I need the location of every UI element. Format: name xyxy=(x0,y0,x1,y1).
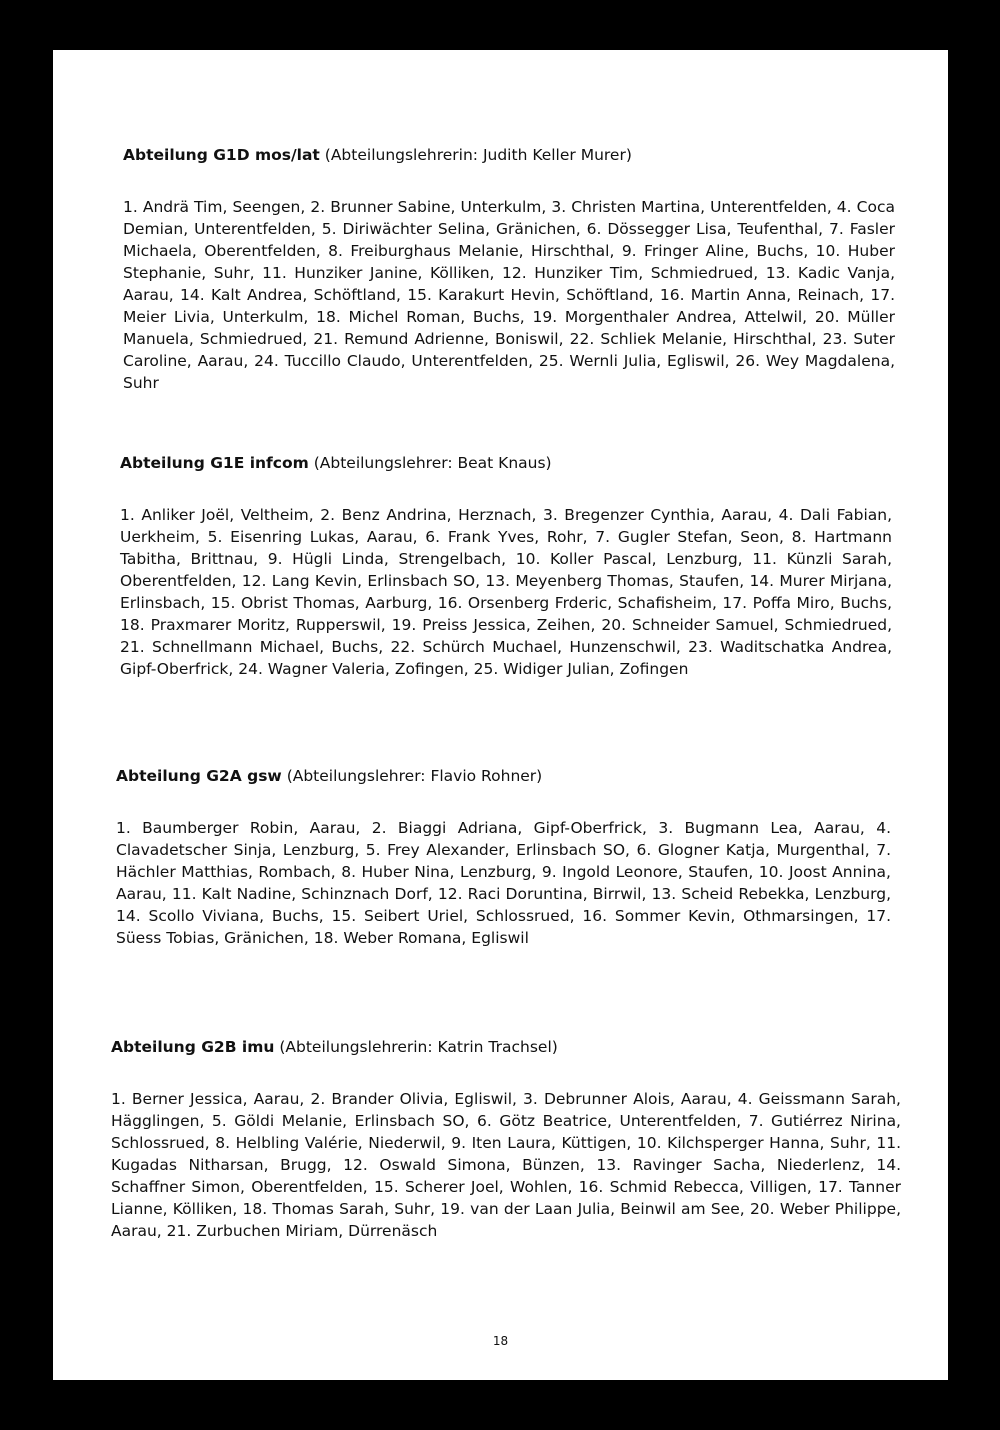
section-title: Abteilung G1E infcom xyxy=(120,454,309,472)
student-list: 1. Anliker Joël, Veltheim, 2. Benz Andrina, Herznach, 3. Bregenzer Cynthia, Aarau, 4. Dali Fabian, Uerkheim, 5. Eisenring Lukas, Aarau, 6. Frank Yves, Rohr, 7. Gugler Stefan, Seon, 8. Hartmann Tabitha, Brittnau, 9. Hügli Linda, Strengelbach, 10. Koller Pascal, Lenzburg, 11. Künzli Sarah, Oberentfelden, 12. Lang Kevin, Erlinsbach SO, 13. Meyenberg Thomas, Staufen, 14. Murer Mirjana, Erlinsbach, 15. Obrist Thomas, Aarburg, 16. Orsenberg Frderic, Schafisheim, 17. Poffa Miro, Buchs, 18. Praxmarer Moritz, Rupperswil, 19. Preiss Jessica, Zeihen, 20. Schneider Samuel, Schmiedrued, 21. Schnellmann Michael, Buchs, 22. Schürch Muchael, Hunzenschwil, 23. Waditschatka Andrea, Gipf-Oberfrick, 24. Wagner Valeria, Zofingen, 25. Widiger Julian, Zofingen xyxy=(120,506,892,678)
section-title: Abteilung G1D mos/lat xyxy=(123,146,320,164)
section-title: Abteilung G2A gsw xyxy=(116,767,282,785)
section-teacher: (Abteilungslehrer: Beat Knaus) xyxy=(313,454,552,472)
section-heading xyxy=(111,1037,901,1057)
section-teacher: (Abteilungslehrerin: Katrin Trachsel) xyxy=(279,1038,558,1056)
section-heading xyxy=(116,766,891,786)
student-list: 1. Andrä Tim, Seengen, 2. Brunner Sabine, Unterkulm, 3. Christen Martina, Unterentfelden, 4. Coca Demian, Unterentfelden, 5. Diriwächter Selina, Gränichen, 6. Dössegger Lisa, Teufenthal, 7. Fasler Michaela, Oberentfelden, 8. Freiburghaus Melanie, Hirschthal, 9. Fringer Aline, Buchs, 10. Huber Stephanie, Suhr, 11. Hunziker Janine, Kölliken, 12. Hunziker Tim, Schmiedrued, 13. Kadic Vanja, Aarau, 14. Kalt Andrea, Schöftland, 15. Karakurt Hevin, Schöftland, 16. Martin Anna, Reinach, 17. Meier Livia, Unterkulm, 18. Michel Roman, Buchs, 19. Morgenthaler Andrea, Attelwil, 20. Müller Manuela, Schmiedrued, 21. Remund Adrienne, Boniswil, 22. Schliek Melanie, Hirschthal, 23. Suter Caroline, Aarau, 24. Tuccillo Claudo, Unterentfelden, 25. Wernli Julia, Egliswil, 26. Wey Magdalena, Suhr xyxy=(123,198,895,392)
section-teacher: (Abteilungslehrer: Flavio Rohner) xyxy=(286,767,543,785)
document-page xyxy=(53,50,948,1380)
section-g2a xyxy=(116,766,891,949)
section-heading xyxy=(123,145,895,165)
student-list: 1. Baumberger Robin, Aarau, 2. Biaggi Adriana, Gipf-Oberfrick, 3. Bugmann Lea, Aarau, 4. Clavadetscher Sinja, Lenzburg, 5. Frey Alexander, Erlinsbach SO, 6. Glogner Katja, Murgenthal, 7. Hächler Matthias, Rombach, 8. Huber Nina, Lenzburg, 9. Ingold Leonore, Staufen, 10. Joost Annina, Aarau, 11. Kalt Nadine, Schinznach Dorf, 12. Raci Doruntina, Birrwil, 13. Scheid Rebekka, Lenzburg, 14. Scollo Viviana, Buchs, 15. Seibert Uriel, Schlossrued, 16. Sommer Kevin, Othmarsingen, 17. Süess Tobias, Gränichen, 18. Weber Romana, Egliswil xyxy=(116,819,891,947)
section-g2b xyxy=(111,1037,901,1242)
section-teacher: (Abteilungslehrerin: Judith Keller Murer) xyxy=(324,146,632,164)
section-g1e xyxy=(120,453,892,680)
section-title: Abteilung G2B imu xyxy=(111,1038,275,1056)
page-number: 18 xyxy=(492,1334,509,1348)
section-heading xyxy=(120,453,892,473)
student-list: 1. Berner Jessica, Aarau, 2. Brander Olivia, Egliswil, 3. Debrunner Alois, Aarau, 4. Geissmann Sarah, Hägglingen, 5. Göldi Melanie, Erlinsbach SO, 6. Götz Beatrice, Unterentfelden, 7. Gutiérrez Nirina, Schlossrued, 8. Helbling Valérie, Niederwil, 9. Iten Laura, Küttigen, 10. Kilchsperger Hanna, Suhr, 11. Kugadas Nitharsan, Brugg, 12. Oswald Simona, Bünzen, 13. Ravinger Sacha, Niederlenz, 14. Schaffner Simon, Oberentfelden, 15. Scherer Joel, Wohlen, 16. Schmid Rebecca, Villigen, 17. Tanner Lianne, Kölliken, 18. Thomas Sarah, Suhr, 19. van der Laan Julia, Beinwil am See, 20. Weber Philippe, Aarau, 21. Zurbuchen Miriam, Dürrenäsch xyxy=(111,1090,901,1240)
section-g1d xyxy=(123,145,895,394)
